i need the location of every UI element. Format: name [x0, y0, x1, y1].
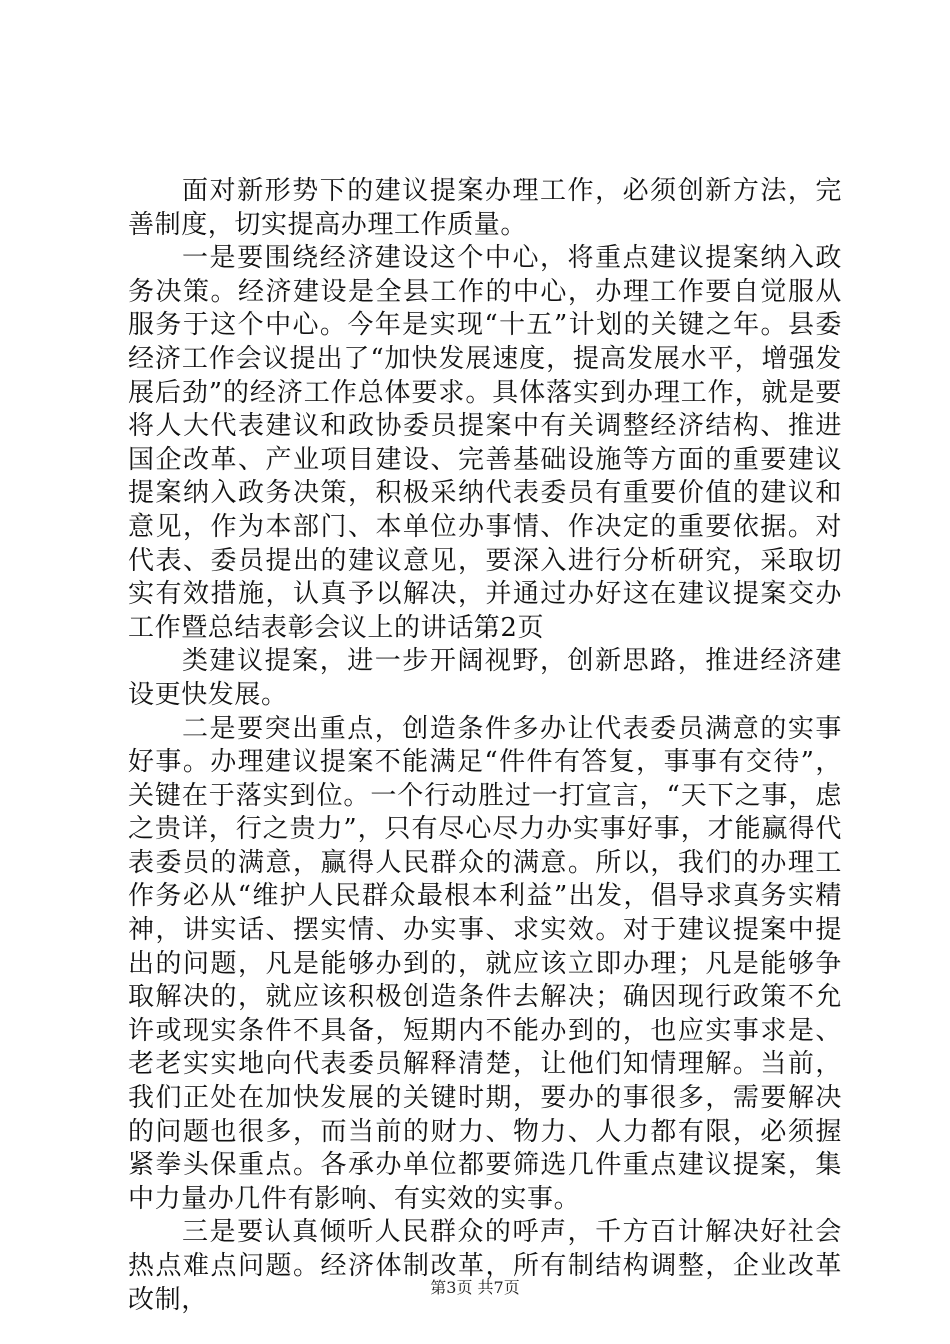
paragraph-point-three: 三是要认真倾听人民群众的呼声，千方百计解决好社会热点难点问题。经济体制改革，所有制结构调整，企业改革改制， — [128, 1217, 842, 1315]
page-footer: 第3页 共7页 — [430, 1278, 520, 1297]
paragraph-intro: 面对新形势下的建议提案办理工作，必须创新方法，完善制度，切实提高办理工作质量。 — [128, 176, 842, 240]
paragraph-point-one: 一是要围绕经济建设这个中心，将重点建议提案纳入政务决策。经济建设是全县工作的中心，办理工作要自觉服从服务于这个中心。今年是实现“十五”计划的关键之年。县委经济工作会议提出了“加快发展速度，提高发展水平，增强发展后劲”的经济工作总体要求。具体落实到办理工作，就是要将人大代表建议和政协委员提案中有关调整经济结构、推进国企改革、产业项目建设、完善基础设施等方面的重要建议提案纳入政务决策，积极采纳代表委员有重要价值的建议和意见，作为本部门、本单位办事情、作决定的重要依据。对代表、委员提出的建议意见，要深入进行分析研究，采取切实有效措施，认真予以解决，并通过办好这在建议提案交办工作暨总结表彰会议上的讲话第2页 — [128, 243, 842, 643]
paragraph-point-two: 二是要突出重点，创造条件多办让代表委员满意的实事好事。办理建议提案不能满足“件件有答复，事事有交待”，关键在于落实到位。一个行动胜过一打宣言，“天下之事，虑之贵详，行之贵力”，只有尽心尽力办实事好事，才能赢得代表委员的满意，赢得人民群众的满意。所以，我们的办理工作务必从“维护人民群众最根本利益”出发，倡导求真务实精神，讲实话、摆实情、办实事、求实效。对于建议提案中提出的问题，凡是能够办到的，就应该立即办理；凡是能够争取解决的，就应该积极创造条件去解决；确因现行政策不允许或现实条件不具备，短期内不能办到的，也应实事求是、老老实实地向代表委员解释清楚，让他们知情理解。当前，我们正处在加快发展的关键时期，要办的事很多，需要解决的问题也很多，而当前的财力、物力、人力都有限，必须握紧拳头保重点。各承办单位都要筛选几件重点建议提案，集中力量办几件有影响、有实效的实事。 — [128, 713, 842, 1214]
paragraph-point-one-continued: 类建议提案，进一步开阔视野，创新思路，推进经济建设更快发展。 — [128, 646, 842, 710]
document-body — [128, 175, 842, 1317]
